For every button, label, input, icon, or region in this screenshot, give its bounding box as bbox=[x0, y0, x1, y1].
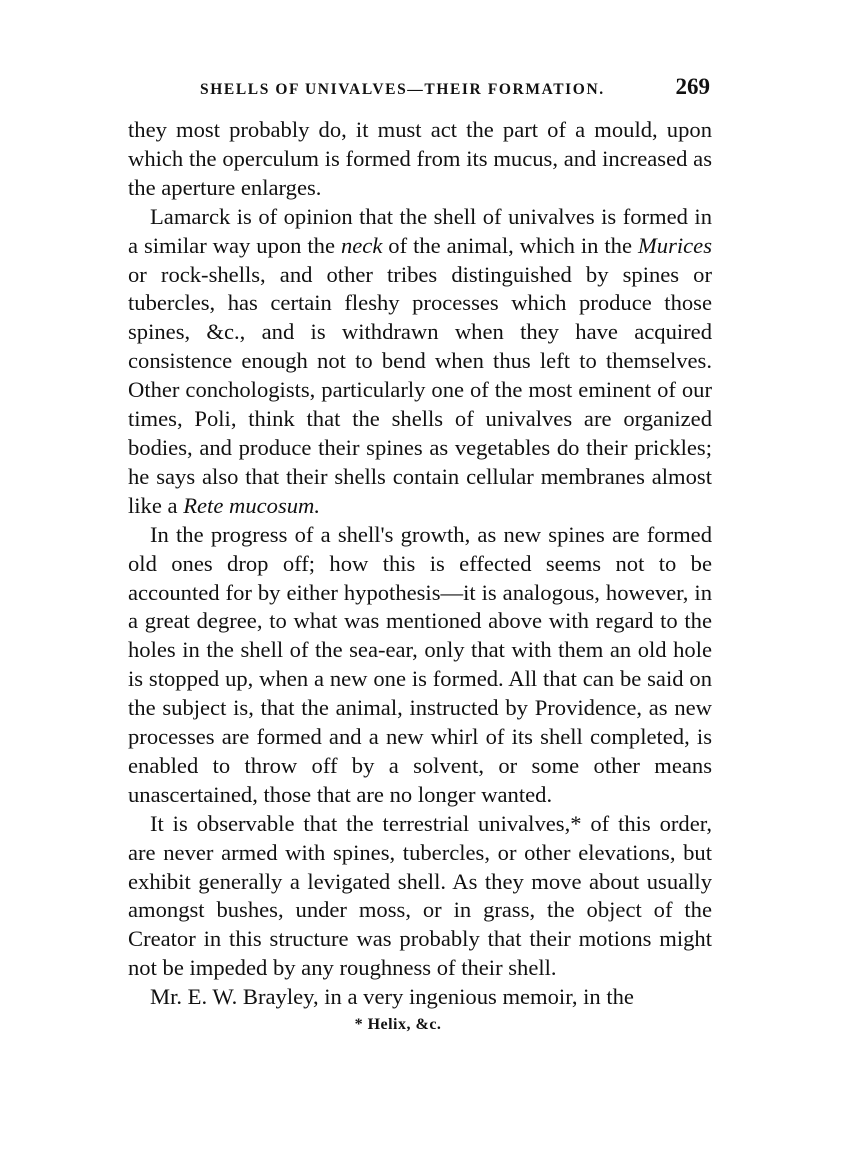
paragraph-5-text: Mr. E. W. Brayley, in a very ingenious memoir, in the bbox=[150, 984, 634, 1010]
italic-term-murices: Murices bbox=[637, 232, 712, 258]
body-text bbox=[128, 116, 712, 1012]
paragraph-2-text-a: Lamarck is of opinion that the shell of univalves is formed in a similar way upon the bbox=[128, 203, 712, 258]
footnote: * Helix, &c. bbox=[354, 1016, 442, 1034]
paragraph-3 bbox=[128, 521, 712, 810]
italic-term-neck: neck bbox=[340, 232, 383, 258]
book-page bbox=[128, 72, 712, 1034]
paragraph-4-text: It is observable that the terrestrial univalves,* of this order, are never armed with spines, tubercles, or other elevations, but exhibit generally a levigated shell. As they move about usually amongst bushes, under moss, or in grass, the object of the Creator in this structure was probably that their motions might not be impeded by any roughness of their shell. bbox=[128, 810, 712, 981]
paragraph-2-text-c: or rock-shells, and other tribes distinguished by spines or tubercles, has certain fleshy processes which produce those spines, &c., and is withdrawn when they have acquired consistence enough not to bend when thus left to themselves. Other conchologists, particularly one of the most eminent of our times, Poli, think that the shells of univalves are organized bodies, and produce their spines as vegetables do their prickles; he says also that their shells contain cellular membranes almost like a bbox=[128, 261, 712, 518]
paragraph-1 bbox=[128, 116, 712, 203]
paragraph-5 bbox=[128, 983, 712, 1012]
page-number: 269 bbox=[675, 74, 710, 99]
paragraph-2 bbox=[128, 203, 712, 521]
italic-term-rete-mucosum: Rete mucosum. bbox=[183, 492, 320, 518]
paragraph-1-text: they most probably do, it must act the part of a mould, upon which the operculum is formed from its mucus, and increased as the aperture enlarges. bbox=[128, 117, 712, 200]
running-head bbox=[128, 72, 712, 106]
paragraph-3-text: In the progress of a shell's growth, as new spines are formed old ones drop off; how this is effected seems not to be accounted for by either hypothesis—it is analogous, however, in a great degree, to what was mentioned above with regard to the holes in the shell of the sea-ear, only that with them an old hole is stopped up, when a new one is formed. All that can be said on the subject is, that the animal, instructed by Providence, as new processes are formed and a new whirl of its shell completed, is enabled to throw off by a solvent, or some other means unascertained, those that are no longer wanted. bbox=[128, 521, 712, 807]
paragraph-4 bbox=[128, 810, 712, 983]
running-head-title: SHELLS OF UNIVALVES—THEIR FORMATION. bbox=[200, 81, 605, 98]
paragraph-2-text-b: of the animal, which in the bbox=[382, 232, 638, 258]
